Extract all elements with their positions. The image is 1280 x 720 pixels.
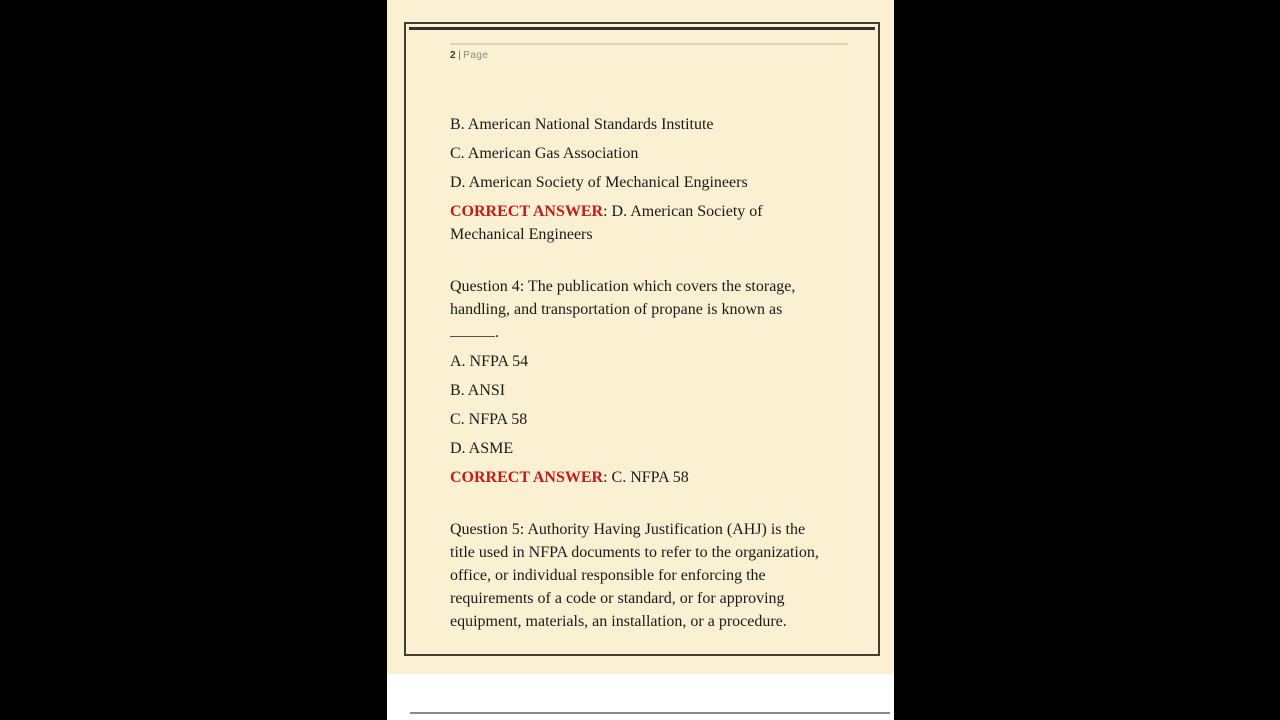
document-body — [450, 62, 848, 633]
question-text: title used in NFPA documents to refer to the organization, — [450, 544, 819, 561]
correct-answer-label: CORRECT ANSWER — [450, 203, 604, 220]
q4-option-a — [450, 350, 848, 373]
question-5 — [450, 518, 848, 633]
q4-option-d — [450, 437, 848, 460]
q4-correct-answer — [450, 466, 848, 489]
question-4 — [450, 275, 848, 344]
option-text: A. NFPA 54 — [450, 353, 529, 370]
blank-period: . — [495, 324, 499, 341]
option-text: C. NFPA 58 — [450, 411, 528, 428]
correct-answer-label: CORRECT ANSWER — [450, 469, 604, 486]
answer-text: : D. American Society of — [603, 203, 763, 220]
next-page-top-rule — [410, 712, 890, 714]
q4-option-b — [450, 379, 848, 402]
question-text: handling, and transportation of propane is known as — [450, 301, 783, 318]
page-top-rule — [409, 27, 875, 30]
page-gap — [387, 674, 894, 720]
option-text: C. American Gas Association — [450, 145, 639, 162]
page-header-divider: | — [458, 50, 462, 61]
q3-option-d — [450, 171, 848, 194]
option-text: D. ASME — [450, 440, 514, 457]
fill-in-blank-line — [450, 321, 848, 344]
q4-option-c — [450, 408, 848, 431]
question-text: equipment, materials, an installation, or a procedure. — [450, 613, 787, 630]
page-label: Page — [463, 50, 489, 61]
q3-option-c — [450, 142, 848, 165]
answer-text: : C. NFPA 58 — [603, 469, 689, 486]
option-text: D. American Society of Mechanical Engineers — [450, 174, 748, 191]
q3-option-b — [450, 113, 848, 136]
q3-correct-answer — [450, 200, 848, 246]
blank-underline — [450, 322, 495, 337]
answer-line — [450, 466, 848, 489]
page-number: 2 — [450, 50, 457, 61]
page-header — [450, 43, 848, 62]
page-border-box — [404, 22, 880, 656]
question-text: requirements of a code or standard, or for approving — [450, 590, 785, 607]
answer-line — [450, 200, 848, 223]
question-text: office, or individual responsible for enforcing the — [450, 567, 766, 584]
answer-text-continuation: Mechanical Engineers — [450, 226, 593, 243]
document-page-area — [387, 0, 894, 674]
option-text: B. ANSI — [450, 382, 506, 399]
question-text: Question 5: Authority Having Justification (AHJ) is the — [450, 521, 806, 538]
option-text: B. American National Standards Institute — [450, 116, 714, 133]
question-text: Question 4: The publication which covers the storage, — [450, 278, 796, 295]
